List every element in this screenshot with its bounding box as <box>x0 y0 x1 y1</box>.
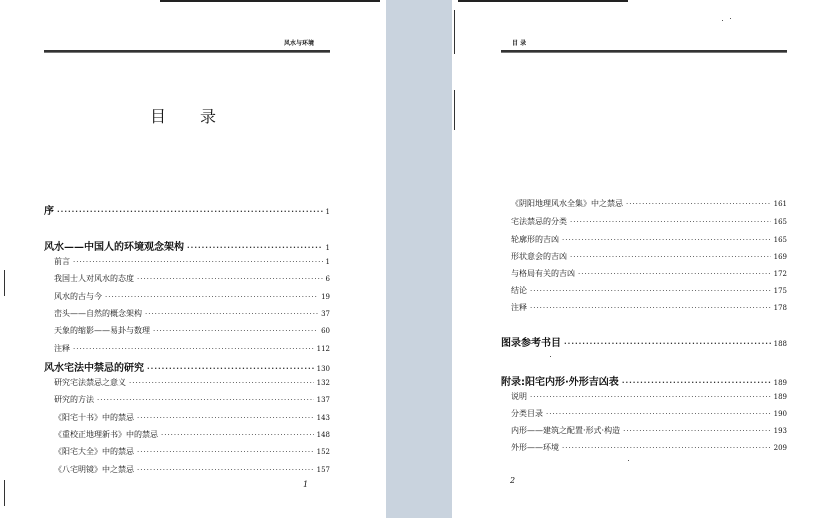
leader-dots <box>570 218 771 226</box>
toc-entry-page: 188 <box>773 340 787 348</box>
leader-dots <box>73 258 323 266</box>
toc-entry-label: 我国士人对风水的态度 <box>54 274 134 283</box>
toc-entry-page: 165 <box>773 236 787 244</box>
toc-entry <box>501 373 787 388</box>
speck <box>628 460 629 461</box>
leader-dots <box>623 427 771 435</box>
toc-entry-page: 161 <box>773 200 787 208</box>
top-rule <box>160 0 380 2</box>
leader-dots <box>137 414 314 422</box>
toc-entry <box>511 425 787 436</box>
toc-entry-page: 189 <box>773 393 787 401</box>
page-number: 2 <box>510 476 516 485</box>
toc-entry <box>501 334 787 349</box>
leader-dots <box>105 293 318 301</box>
toc-entry-page: 157 <box>316 466 330 474</box>
toc-entry <box>511 234 787 245</box>
toc-entry-label: 注释 <box>511 303 527 312</box>
toc-entry <box>511 198 787 209</box>
leader-dots <box>153 327 318 335</box>
toc-entry-page: 112 <box>316 345 330 353</box>
leader-dots <box>622 379 771 387</box>
toc-entry <box>511 408 787 419</box>
toc-entry <box>511 251 787 262</box>
margin-mark <box>454 90 455 130</box>
toc-entry-page: 165 <box>773 218 787 226</box>
leader-dots <box>57 208 323 216</box>
toc-entry <box>54 308 330 319</box>
toc-entry-label: 附录:阳宅内形·外形吉凶表 <box>501 377 619 388</box>
toc-entry-page: 190 <box>773 410 787 418</box>
toc-entry-page: 189 <box>773 379 787 387</box>
toc-entry <box>511 442 787 453</box>
toc-entry-label: 天象的缩影——易卦与数理 <box>54 326 150 335</box>
speck <box>730 18 731 19</box>
leader-dots <box>546 410 771 418</box>
toc-entry-label: 与格局有关的吉凶 <box>511 269 575 278</box>
toc-entry <box>54 446 330 457</box>
leader-dots <box>626 200 771 208</box>
toc-entry-label: 说明 <box>511 392 527 401</box>
toc-entry-page: 172 <box>773 270 787 278</box>
toc-entry-label: 外形——环境 <box>511 443 559 452</box>
toc-entry-page: 175 <box>773 287 787 295</box>
leader-dots <box>564 340 771 348</box>
toc-entry-page: 60 <box>321 327 330 335</box>
toc-entry <box>54 394 330 405</box>
toc-entry-label: 结论 <box>511 286 527 295</box>
toc-entry-label: 图录参考书目 <box>501 338 561 349</box>
toc-entry-page: 130 <box>316 365 330 373</box>
margin-mark <box>4 480 5 506</box>
toc-entry-label: 《阴阳地理风水全集》中之禁忌 <box>511 199 623 208</box>
toc-entry-label: 《阳宅十书》中的禁忌 <box>54 413 134 422</box>
toc-entry-page: 37 <box>321 310 330 318</box>
toc-entry-page: 148 <box>316 431 330 439</box>
toc-entry-label: 内形——建筑之配置·形式·构造 <box>511 426 621 435</box>
leader-dots <box>562 444 771 452</box>
toc-entry-page: 1 <box>325 258 330 266</box>
toc-entry-label: 风水——中国人的环境观念架构 <box>44 242 184 253</box>
toc-entry-page: 143 <box>316 414 330 422</box>
toc-entry-page: 19 <box>321 293 330 301</box>
toc-entry <box>511 391 787 402</box>
toc-entry <box>511 216 787 227</box>
leader-dots <box>530 287 771 295</box>
toc-entry-page: 6 <box>325 275 330 283</box>
toc-entry <box>54 273 330 284</box>
speck <box>722 20 723 21</box>
toc-entry-page: 152 <box>316 448 330 456</box>
toc-entry <box>54 377 330 388</box>
toc-entry <box>54 429 330 440</box>
toc-entry-label: 注释 <box>54 344 70 353</box>
toc-entry <box>511 268 787 279</box>
toc-entry <box>54 256 330 267</box>
margin-mark <box>454 10 455 54</box>
leader-dots <box>73 345 314 353</box>
leader-dots <box>562 236 771 244</box>
toc-entry-label: 研究宅法禁忌之意义 <box>54 378 126 387</box>
toc-entry-label: 序 <box>44 206 54 217</box>
margin-mark <box>4 270 5 296</box>
toc-entry <box>44 359 330 374</box>
speck <box>550 356 551 357</box>
right-page <box>452 0 833 518</box>
toc-entry-label: 《八宅明镜》中之禁忌 <box>54 465 134 474</box>
leader-dots <box>137 275 323 283</box>
header-rule <box>44 50 330 53</box>
leader-dots <box>530 393 771 401</box>
leader-dots <box>145 310 318 318</box>
leader-dots <box>137 448 314 456</box>
running-head: 目 录 <box>512 40 527 47</box>
toc-entry <box>511 285 787 296</box>
toc-title: 目录 <box>150 107 251 126</box>
leader-dots <box>578 270 771 278</box>
leader-dots <box>147 365 314 373</box>
leader-dots <box>530 304 771 312</box>
toc-entry-label: 形状意会的吉凶 <box>511 252 567 261</box>
top-rule <box>458 0 628 2</box>
leader-dots <box>97 396 314 404</box>
toc-entry <box>54 464 330 475</box>
toc-entry-label: 风水宅法中禁忌的研究 <box>44 363 144 374</box>
left-page <box>0 0 386 518</box>
toc-entry-page: 1 <box>325 244 330 252</box>
leader-dots <box>187 244 323 252</box>
toc-entry-page: 137 <box>316 396 330 404</box>
toc-entry-page: 1 <box>325 208 330 216</box>
toc-entry-label: 宅法禁忌的分类 <box>511 217 567 226</box>
toc-entry-page: 132 <box>316 379 330 387</box>
leader-dots <box>570 253 771 261</box>
toc-entry <box>511 302 787 313</box>
toc-entry-label: 《重校正地理新书》中的禁忌 <box>54 430 158 439</box>
header-rule <box>501 50 787 53</box>
page-number: 1 <box>303 480 309 489</box>
toc-entry <box>54 343 330 354</box>
toc-entry-label: 峦头——自然的概念架构 <box>54 309 142 318</box>
toc-entry-page: 209 <box>773 444 787 452</box>
toc-entry <box>54 412 330 423</box>
leader-dots <box>161 431 314 439</box>
toc-entry-page: 169 <box>773 253 787 261</box>
toc-entry <box>54 291 330 302</box>
toc-entry-label: 风水的古与今 <box>54 292 102 301</box>
toc-entry <box>54 325 330 336</box>
toc-entry-label: 《阳宅大全》中的禁忌 <box>54 447 134 456</box>
toc-entry-label: 研究的方法 <box>54 395 94 404</box>
toc-entry-label: 轮廓形的吉凶 <box>511 235 559 244</box>
toc-entry-label: 分类目录 <box>511 409 543 418</box>
leader-dots <box>137 466 314 474</box>
leader-dots <box>129 379 314 387</box>
toc-entry <box>44 238 330 253</box>
toc-entry <box>44 202 330 217</box>
running-head: 风水与环境 <box>284 40 315 47</box>
toc-entry-page: 193 <box>773 427 787 435</box>
toc-entry-page: 178 <box>773 304 787 312</box>
toc-entry-label: 前言 <box>54 257 70 266</box>
